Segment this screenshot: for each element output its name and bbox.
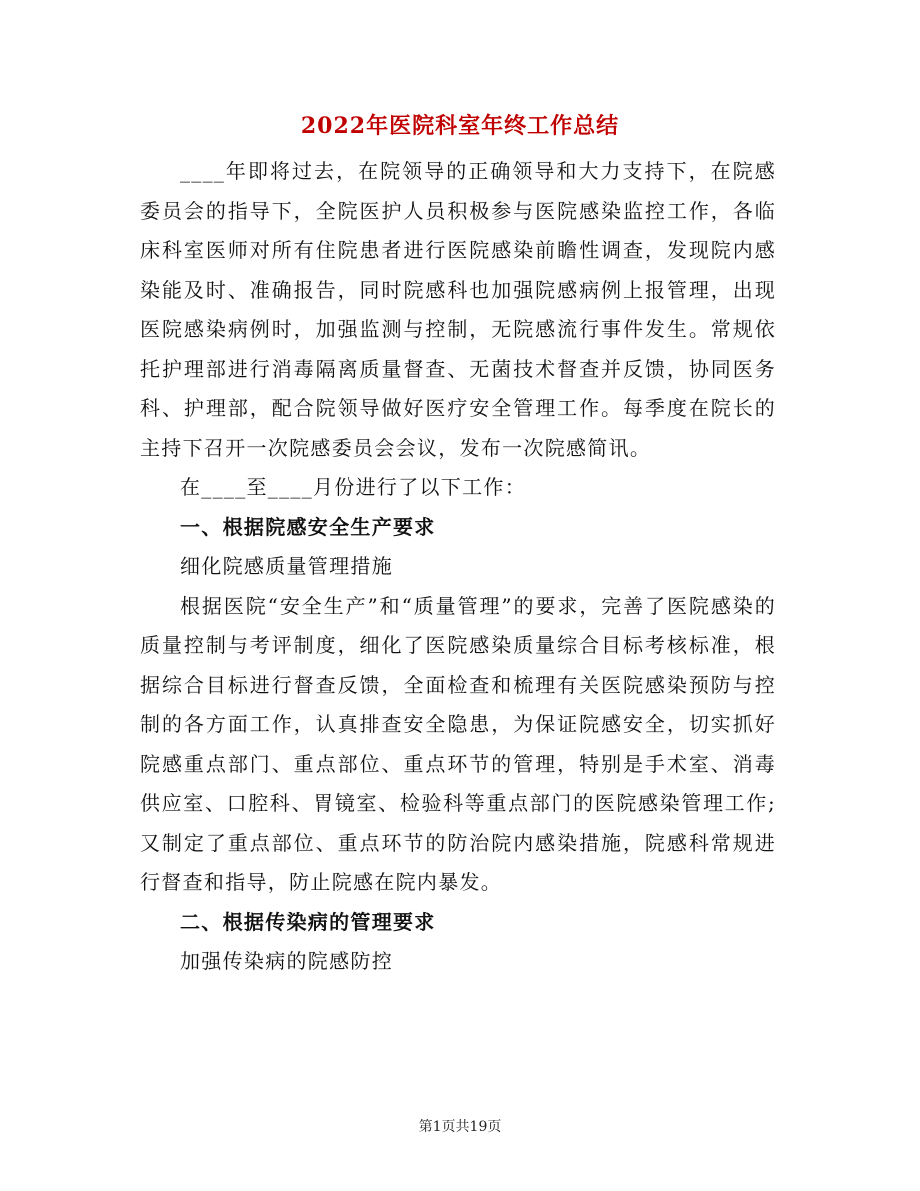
section-heading-1: 一、根据院感安全生产要求	[180, 514, 436, 539]
intro-paragraph: ____年即将过去，在院领导的正确领导和大力支持下，在院感委员会的指导下，全院医护人员积极参与医院感染监控工作，各临床科室医师对所有住院患者进行医院感染前瞻性调查，发现院内感染能及时、准确报告，同时院感科也加强院感病例上报管理，出现医院感染病例时，加强监测与控制，无院感流行事件发生。常规依托护理部进行消毒隔离质量督查、无菌技术督查并反馈，协同医务科、护理部，配合院领导做好医疗安全管理工作。每季度在院长的主持下召开一次院感委员会会议，发布一次院感简讯。	[140, 159, 776, 460]
document-body	[140, 152, 776, 982]
subheading-1: 细化院感质量管理措施	[180, 554, 393, 578]
document-title: 2022年医院科室年终工作总结	[300, 113, 620, 139]
section-1-paragraph: 根据医院“安全生产”和“质量管理”的要求，完善了医院感染的质量控制与考评制度，细化了医院感染质量综合目标考核标准，根据综合目标进行督查反馈，全面检查和梳理有关医院感染预防与控制的各方面工作，认真排查安全隐患，为保证院感安全，切实抓好院感重点部门、重点部位、重点环节的管理，特别是手术室、消毒供应室、口腔科、胃镜室、检验科等重点部门的医院感染管理工作;又制定了重点部位、重点环节的防治院内感染措施，院感科常规进行督查和指导，防止院感在院内暴发。	[140, 593, 776, 894]
period-paragraph: 在____至____月份进行了以下工作：	[180, 475, 526, 499]
section-heading-2: 二、根据传染病的管理要求	[180, 909, 436, 934]
subheading-2: 加强传染病的院感防控	[180, 949, 393, 973]
page-number: 第1页共19页	[418, 1119, 502, 1135]
